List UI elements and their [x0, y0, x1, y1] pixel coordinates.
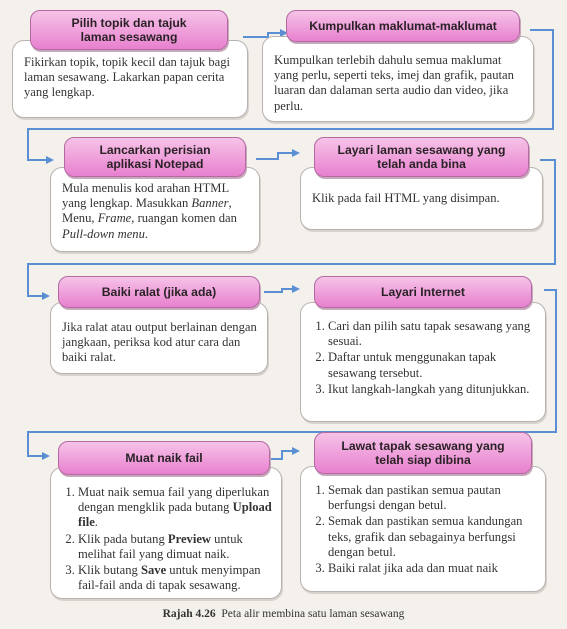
- step-6-item-2: 2. Daftar untuk menggunakan tapak sesawang tersebut.: [328, 350, 538, 380]
- step-3-description: Mula menulis kod arahan HTML yang lengkap. Masukkan Banner, Menu, Frame, ruangan komen dan Pull-down menu.: [62, 181, 237, 241]
- arrow-step5-step6: [264, 289, 298, 292]
- pulldown-term: Pull-down menu: [62, 226, 145, 241]
- step-6-item-1: 1. Cari dan pilih satu tapak sesawang yang sesuai.: [328, 319, 538, 349]
- step-3-title: Lancarkan perisian aplikasi Notepad: [99, 143, 211, 171]
- step-2-title: Kumpulkan maklumat-maklumat: [309, 19, 497, 33]
- step-1-header: [30, 10, 228, 50]
- step-2-description: Kumpulkan terlebih dahulu semua maklumat yang perlu, seperti teks, imej dan grafik, pautan luaran dan dalaman serta audio dan video, jika perlu.: [274, 53, 514, 113]
- step-7-item-1: 1. Muat naik semua fail yang diperlukan dengan mengklik pada butang Upload file.: [78, 485, 274, 531]
- step-6-header: [314, 276, 532, 308]
- arrow-step3-step4: [256, 153, 298, 159]
- step-8-item-3: 3. Baiki ralat jika ada dan muat naik: [328, 561, 538, 576]
- step-7-item-3: 3. Klik butang Save untuk menyimpan fail-fail anda di tapak sesawang.: [78, 563, 274, 593]
- step-8-list: [312, 483, 538, 576]
- figure-label: Rajah 4.26: [162, 608, 216, 620]
- step-8-text: [312, 483, 538, 577]
- step-3-text: [62, 181, 252, 242]
- step-6-text: [312, 319, 538, 398]
- step-5-title: Baiki ralat (jika ada): [101, 285, 217, 299]
- step-4-description: Klik pada fail HTML yang disimpan.: [312, 191, 500, 205]
- step-7-text: [62, 485, 274, 594]
- step-4-text: [312, 191, 535, 206]
- step-2-header: [286, 10, 520, 42]
- step-4-box: [300, 137, 543, 230]
- step-8-box: [300, 432, 546, 592]
- step-8-header: [314, 432, 532, 474]
- step-5-box: [50, 276, 268, 374]
- figure-caption: [0, 608, 567, 620]
- step-8-item-2: 2. Semak dan pastikan semua kandungan teks, grafik dan sebagainya berfungsi dengan betul.: [328, 514, 538, 560]
- banner-term: Banner: [191, 196, 229, 211]
- step-1-title: Pilih topik dan tajuk laman sesawang: [71, 16, 187, 44]
- step-8-item-1: 1. Semak dan pastikan semua pautan berfungsi dengan betul.: [328, 483, 538, 513]
- step-3-box: [50, 137, 260, 252]
- step-4-header: [314, 137, 529, 177]
- step-6-list: [312, 319, 538, 397]
- step-5-description: Jika ralat atau output berlainan dengan jangkaan, periksa kod atur cara dan baiki ralat.: [62, 320, 257, 365]
- step-2-text: [274, 53, 526, 114]
- step-5-header: [58, 276, 260, 308]
- step-6-box: [300, 276, 546, 422]
- step-7-item-2: 2. Klik pada butang Preview untuk melihat fail yang dimuat naik.: [78, 532, 274, 562]
- step-6-title: Layari Internet: [381, 285, 465, 299]
- step-7-list: [62, 485, 274, 593]
- step-7-header: [58, 441, 270, 475]
- figure-caption-text: Peta alir membina satu laman sesawang: [221, 608, 405, 620]
- frame-term: Frame: [97, 211, 132, 226]
- step-7-title: Muat naik fail: [125, 451, 203, 465]
- step-6-item-3: 3. Ikut langkah-langkah yang ditunjukkan.: [328, 382, 538, 397]
- step-8-title: Lawat tapak sesawang yang telah siap dibina: [341, 439, 505, 467]
- step-5-text: [62, 320, 260, 366]
- step-2-box: [262, 10, 534, 122]
- upload-file-term: Upload file: [78, 500, 272, 530]
- step-7-box: [50, 441, 282, 599]
- preview-term: Preview: [167, 531, 212, 546]
- step-1-description: Fikirkan topik, topik kecil dan tajuk bagi laman sesawang. Lakarkan papan cerita yang lengkap.: [24, 55, 231, 100]
- step-4-title: Layari laman sesawang yang telah anda bina: [337, 143, 506, 171]
- step-1-text: [24, 55, 240, 101]
- step-3-header: [64, 137, 246, 177]
- step-1-box: [12, 10, 248, 118]
- save-term: Save: [140, 563, 167, 578]
